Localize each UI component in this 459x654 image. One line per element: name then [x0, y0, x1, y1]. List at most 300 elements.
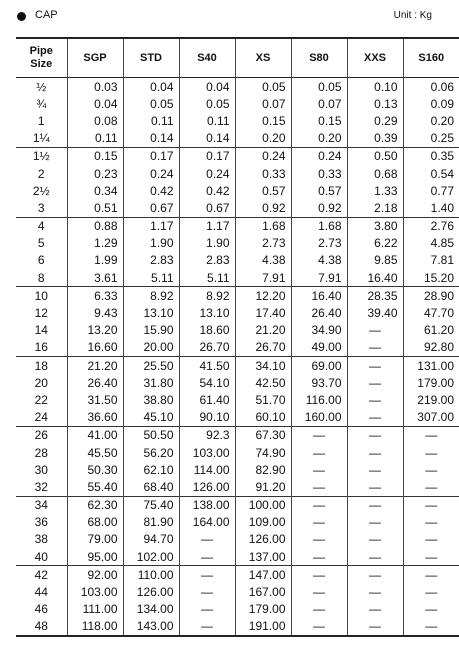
cell-xs: 126.00: [235, 531, 291, 548]
cell-std: 126.00: [123, 583, 179, 600]
cell-s80: —: [291, 461, 347, 478]
cell-s160: 2.76: [403, 217, 459, 235]
cell-s160: 131.00: [403, 357, 459, 375]
cell-xs: 4.38: [235, 252, 291, 269]
table-row: [16, 496, 459, 514]
table-row: [16, 426, 459, 444]
cell-xs: 0.24: [235, 147, 291, 165]
cell-s40: 0.42: [179, 182, 235, 199]
cell-s40: 164.00: [179, 514, 235, 531]
cell-xxs: —: [347, 461, 403, 478]
cell-s40: 1.17: [179, 217, 235, 235]
cell-s40: 0.04: [179, 78, 235, 96]
cell-xs: 17.40: [235, 304, 291, 321]
page-header: [0, 0, 450, 36]
cell-xs: 100.00: [235, 496, 291, 514]
cell-s80: 0.92: [291, 199, 347, 217]
table-row: [16, 618, 459, 636]
table-row: [16, 252, 459, 269]
cell-s160: 1.40: [403, 199, 459, 217]
cell-std: 2.83: [123, 252, 179, 269]
cell-s80: —: [291, 566, 347, 584]
cell-pipe-size: 1½: [16, 147, 67, 165]
cell-xxs: —: [347, 426, 403, 444]
table-row: [16, 566, 459, 584]
cell-sgp: 6.33: [67, 287, 123, 305]
cell-sgp: 26.40: [67, 374, 123, 391]
cell-pipe-size: 18: [16, 357, 67, 375]
table-row: [16, 444, 459, 461]
cell-std: 5.11: [123, 269, 179, 287]
cell-xxs: —: [347, 496, 403, 514]
cell-std: 0.24: [123, 165, 179, 182]
cell-s80: —: [291, 601, 347, 618]
cell-pipe-size: 10: [16, 287, 67, 305]
cell-xs: 51.70: [235, 391, 291, 408]
cell-s160: —: [403, 531, 459, 548]
cell-s40: —: [179, 618, 235, 636]
cell-s40: 8.92: [179, 287, 235, 305]
cell-xxs: —: [347, 391, 403, 408]
cell-s40: 0.24: [179, 165, 235, 182]
cell-sgp: 3.61: [67, 269, 123, 287]
cell-xs: 67.30: [235, 426, 291, 444]
cell-std: 1.90: [123, 235, 179, 252]
cell-s80: 34.90: [291, 322, 347, 339]
cell-s80: —: [291, 478, 347, 496]
table-row: [16, 147, 459, 165]
cell-xxs: —: [347, 357, 403, 375]
cell-sgp: 0.15: [67, 147, 123, 165]
cell-xxs: 0.68: [347, 165, 403, 182]
cell-s160: —: [403, 548, 459, 566]
cell-s80: 4.38: [291, 252, 347, 269]
cell-s80: —: [291, 426, 347, 444]
cell-s80: 69.00: [291, 357, 347, 375]
cell-pipe-size: 3: [37, 200, 45, 215]
cell-pipe-size: 22: [34, 392, 48, 407]
cell-s40: 5.11: [179, 269, 235, 287]
cell-xxs: —: [347, 374, 403, 391]
cell-std: 15.90: [123, 322, 179, 339]
column-header-xxs: XXS: [347, 38, 403, 78]
cell-pipe-size: ¾: [36, 96, 47, 111]
cell-s160: 0.77: [403, 182, 459, 199]
cell-s160: —: [403, 618, 459, 636]
table-row: [16, 130, 459, 148]
cell-pipe-size: 12: [34, 306, 48, 321]
cap-weight-table: [16, 37, 459, 637]
cell-sgp: 50.30: [67, 461, 123, 478]
cell-pipe-size: 2: [37, 166, 45, 181]
cell-xs: 0.07: [235, 95, 291, 112]
table-row: [16, 165, 459, 182]
cell-s40: —: [179, 601, 235, 618]
cell-xs: 34.10: [235, 357, 291, 375]
cell-s160: 28.90: [403, 287, 459, 305]
cell-xs: 91.20: [235, 478, 291, 496]
cell-std: 50.50: [123, 426, 179, 444]
cell-std: 81.90: [123, 514, 179, 531]
cell-xxs: 28.35: [347, 287, 403, 305]
cell-s40: 13.10: [179, 304, 235, 321]
cell-xs: 0.92: [235, 199, 291, 217]
column-header-s80: S80: [291, 38, 347, 78]
cell-sgp: 36.60: [67, 409, 123, 427]
table-row: [16, 391, 459, 408]
table-row: [16, 478, 459, 496]
cell-pipe-size: 6: [37, 253, 45, 268]
cell-sgp: 0.88: [67, 217, 123, 235]
cell-sgp: 0.23: [67, 165, 123, 182]
cell-xs: 21.20: [235, 322, 291, 339]
cell-std: 56.20: [123, 444, 179, 461]
cell-xxs: —: [347, 583, 403, 600]
cell-s160: —: [403, 601, 459, 618]
cell-sgp: 1.99: [67, 252, 123, 269]
cell-s80: —: [291, 618, 347, 636]
cell-pipe-size: 48: [16, 618, 67, 636]
cell-s80: 160.00: [291, 409, 347, 427]
cell-s40: 0.67: [179, 199, 235, 217]
cell-s160: —: [403, 514, 459, 531]
cell-sgp: 0.51: [67, 199, 123, 217]
cell-xs: 12.20: [235, 287, 291, 305]
cell-std: 134.00: [123, 601, 179, 618]
cell-s160: 47.70: [403, 304, 459, 321]
cell-s40: 61.40: [179, 391, 235, 408]
column-header-pipe-size: Pipe Size: [16, 38, 67, 78]
cell-s160: —: [403, 461, 459, 478]
cell-s40: 114.00: [179, 461, 235, 478]
cell-xs: 1.68: [235, 217, 291, 235]
cell-xxs: —: [347, 322, 403, 339]
cell-std: 0.04: [123, 78, 179, 96]
table-row: [16, 95, 459, 112]
cell-xxs: 1.33: [347, 182, 403, 199]
cell-xxs: —: [347, 618, 403, 636]
column-header-s40: S40: [179, 38, 235, 78]
cell-pipe-size: 46: [34, 602, 48, 617]
cell-sgp: 62.30: [67, 496, 123, 514]
cell-sgp: 68.00: [67, 514, 123, 531]
cell-s40: —: [179, 566, 235, 584]
cell-sgp: 0.03: [67, 78, 123, 96]
cell-s80: —: [291, 514, 347, 531]
cell-xxs: 6.22: [347, 235, 403, 252]
cell-s80: 0.20: [291, 130, 347, 148]
cell-pipe-size: 1: [37, 113, 45, 128]
cell-std: 94.70: [123, 531, 179, 548]
cell-pipe-size: 2½: [32, 183, 50, 198]
table-row: [16, 304, 459, 321]
cell-s160: 179.00: [403, 374, 459, 391]
cell-xxs: 0.50: [347, 147, 403, 165]
cell-s80: 2.73: [291, 235, 347, 252]
cell-s80: —: [291, 496, 347, 514]
cell-s160: —: [403, 583, 459, 600]
page-title: CAP: [35, 9, 58, 21]
cell-xxs: —: [347, 601, 403, 618]
cell-xs: 191.00: [235, 618, 291, 636]
cell-xxs: 0.29: [347, 112, 403, 129]
cell-std: 45.10: [123, 409, 179, 427]
cell-sgp: 0.34: [67, 182, 123, 199]
cell-sgp: 13.20: [67, 322, 123, 339]
cell-xxs: —: [347, 514, 403, 531]
cell-xs: 179.00: [235, 601, 291, 618]
cell-s40: 2.83: [179, 252, 235, 269]
cell-std: 0.11: [123, 112, 179, 129]
cell-pipe-size: 16: [34, 340, 48, 355]
cell-s40: 0.14: [179, 130, 235, 148]
cell-std: 0.14: [123, 130, 179, 148]
cell-s160: —: [403, 496, 459, 514]
table-row: [16, 357, 459, 375]
table-row: [16, 514, 459, 531]
cell-s160: —: [403, 566, 459, 584]
cell-pipe-size: 28: [34, 445, 48, 460]
cell-xs: 0.05: [235, 78, 291, 96]
cell-pipe-size: 20: [34, 375, 48, 390]
cell-xs: 82.90: [235, 461, 291, 478]
cell-xs: 0.57: [235, 182, 291, 199]
cell-s40: 26.70: [179, 339, 235, 357]
cell-sgp: 111.00: [67, 601, 123, 618]
cell-pipe-size: 8: [37, 270, 45, 285]
column-header-xs: XS: [235, 38, 291, 78]
cell-sgp: 1.29: [67, 235, 123, 252]
cell-sgp: 103.00: [67, 583, 123, 600]
cell-std: 0.05: [123, 95, 179, 112]
cell-s160: 0.25: [403, 130, 459, 148]
cell-s40: 1.90: [179, 235, 235, 252]
cell-pipe-size: 26: [16, 426, 67, 444]
cell-s40: 92.3: [179, 426, 235, 444]
cell-s160: 0.35: [403, 147, 459, 165]
cell-s80: 0.15: [291, 112, 347, 129]
cell-xxs: —: [347, 444, 403, 461]
cell-s40: 41.50: [179, 357, 235, 375]
cell-std: 143.00: [123, 618, 179, 636]
table-row: [16, 374, 459, 391]
cell-s40: 103.00: [179, 444, 235, 461]
table-row: [16, 322, 459, 339]
unit-label: Unit : Kg: [393, 10, 432, 21]
cell-pipe-size: 44: [34, 585, 48, 600]
cell-pipe-size: 34: [16, 496, 67, 514]
cell-xs: 109.00: [235, 514, 291, 531]
cell-sgp: 95.00: [67, 548, 123, 566]
cell-xxs: 0.39: [347, 130, 403, 148]
cell-xs: 7.91: [235, 269, 291, 287]
cell-s160: 15.20: [403, 269, 459, 287]
cell-xxs: 39.40: [347, 304, 403, 321]
cell-xxs: —: [347, 478, 403, 496]
cell-s160: 61.20: [403, 322, 459, 339]
cell-std: 0.67: [123, 199, 179, 217]
cell-s80: 49.00: [291, 339, 347, 357]
cell-std: 31.80: [123, 374, 179, 391]
cell-s160: —: [403, 444, 459, 461]
cell-pipe-size: ½: [36, 79, 47, 94]
cell-s160: 92.80: [403, 339, 459, 357]
cell-s40: 126.00: [179, 478, 235, 496]
cell-s40: 54.10: [179, 374, 235, 391]
table-row: [16, 78, 459, 96]
cell-xs: 2.73: [235, 235, 291, 252]
cell-sgp: 118.00: [67, 618, 123, 636]
table-row: [16, 531, 459, 548]
cell-s160: 0.54: [403, 165, 459, 182]
cell-std: 38.80: [123, 391, 179, 408]
cell-xs: 42.50: [235, 374, 291, 391]
cell-std: 0.42: [123, 182, 179, 199]
table-row: [16, 339, 459, 357]
cell-xs: 137.00: [235, 548, 291, 566]
cell-xxs: —: [347, 548, 403, 566]
cell-sgp: 55.40: [67, 478, 123, 496]
cell-sgp: 45.50: [67, 444, 123, 461]
cell-pipe-size: 5: [37, 236, 45, 251]
cell-s80: —: [291, 548, 347, 566]
cell-s40: —: [179, 583, 235, 600]
table-row: [16, 461, 459, 478]
cell-sgp: 0.11: [67, 130, 123, 148]
bullet-icon: [17, 12, 26, 21]
column-header-std: STD: [123, 38, 179, 78]
table-row: [16, 409, 459, 427]
cell-s80: 0.57: [291, 182, 347, 199]
table-row: [16, 112, 459, 129]
cell-sgp: 31.50: [67, 391, 123, 408]
cell-s80: —: [291, 531, 347, 548]
cell-sgp: 0.04: [67, 95, 123, 112]
cell-xxs: 3.80: [347, 217, 403, 235]
cell-xs: 0.20: [235, 130, 291, 148]
table-row: [16, 583, 459, 600]
cell-s160: 0.06: [403, 78, 459, 96]
cell-xxs: —: [347, 566, 403, 584]
cell-std: 13.10: [123, 304, 179, 321]
table-row: [16, 182, 459, 199]
cell-s40: 90.10: [179, 409, 235, 427]
cell-sgp: 16.60: [67, 339, 123, 357]
cell-std: 110.00: [123, 566, 179, 584]
cell-s80: 0.33: [291, 165, 347, 182]
cell-std: 1.17: [123, 217, 179, 235]
cell-std: 62.10: [123, 461, 179, 478]
cell-s160: 4.85: [403, 235, 459, 252]
cell-xxs: 9.85: [347, 252, 403, 269]
cell-pipe-size: 42: [16, 566, 67, 584]
cell-xxs: —: [347, 531, 403, 548]
cell-s40: 0.05: [179, 95, 235, 112]
cell-pipe-size: 32: [34, 479, 48, 494]
cell-pipe-size: 38: [34, 532, 48, 547]
cell-s80: 16.40: [291, 287, 347, 305]
cell-s160: —: [403, 478, 459, 496]
cell-std: 75.40: [123, 496, 179, 514]
cell-xxs: 2.18: [347, 199, 403, 217]
cell-xxs: 0.13: [347, 95, 403, 112]
cell-s40: 138.00: [179, 496, 235, 514]
table-body: [16, 78, 459, 637]
cell-s160: 219.00: [403, 391, 459, 408]
cell-s160: 307.00: [403, 409, 459, 427]
cell-s80: —: [291, 583, 347, 600]
cell-s160: 7.81: [403, 252, 459, 269]
cell-std: 68.40: [123, 478, 179, 496]
cell-s80: 7.91: [291, 269, 347, 287]
cell-sgp: 0.08: [67, 112, 123, 129]
cell-sgp: 92.00: [67, 566, 123, 584]
cell-s80: 0.05: [291, 78, 347, 96]
cell-pipe-size: 4: [16, 217, 67, 235]
cell-xs: 167.00: [235, 583, 291, 600]
cell-std: 8.92: [123, 287, 179, 305]
cell-pipe-size: 1¼: [32, 131, 50, 146]
table-row: [16, 199, 459, 217]
table-row: [16, 601, 459, 618]
cell-s40: —: [179, 548, 235, 566]
cell-s40: 0.11: [179, 112, 235, 129]
cell-sgp: 21.20: [67, 357, 123, 375]
cell-pipe-size: 14: [34, 323, 48, 338]
column-header-s160: S160: [403, 38, 459, 78]
cell-std: 20.00: [123, 339, 179, 357]
cell-pipe-size: 40: [34, 549, 48, 564]
cell-xs: 74.90: [235, 444, 291, 461]
cell-s160: 0.09: [403, 95, 459, 112]
cell-s80: 26.40: [291, 304, 347, 321]
cell-sgp: 9.43: [67, 304, 123, 321]
table-row: [16, 548, 459, 566]
table-row: [16, 287, 459, 305]
cell-xxs: 0.10: [347, 78, 403, 96]
cell-std: 0.17: [123, 147, 179, 165]
cell-std: 25.50: [123, 357, 179, 375]
cell-xxs: —: [347, 339, 403, 357]
cell-xxs: 16.40: [347, 269, 403, 287]
cell-pipe-size: 30: [34, 462, 48, 477]
cell-xs: 0.15: [235, 112, 291, 129]
cell-s160: 0.20: [403, 112, 459, 129]
table-header-row: [16, 38, 459, 78]
cell-s40: 18.60: [179, 322, 235, 339]
cell-sgp: 41.00: [67, 426, 123, 444]
cell-xs: 0.33: [235, 165, 291, 182]
cell-sgp: 79.00: [67, 531, 123, 548]
cell-s40: —: [179, 531, 235, 548]
cell-xs: 60.10: [235, 409, 291, 427]
table-row: [16, 269, 459, 287]
cell-s80: —: [291, 444, 347, 461]
column-header-sgp: SGP: [67, 38, 123, 78]
cell-pipe-size: 24: [34, 410, 48, 425]
cell-s160: —: [403, 426, 459, 444]
cell-std: 102.00: [123, 548, 179, 566]
cell-pipe-size: 36: [34, 515, 48, 530]
cell-s80: 116.00: [291, 391, 347, 408]
cell-s80: 0.07: [291, 95, 347, 112]
table-row: [16, 217, 459, 235]
cell-xxs: —: [347, 409, 403, 427]
cell-xs: 26.70: [235, 339, 291, 357]
cell-s80: 93.70: [291, 374, 347, 391]
cell-xs: 147.00: [235, 566, 291, 584]
cell-s80: 0.24: [291, 147, 347, 165]
